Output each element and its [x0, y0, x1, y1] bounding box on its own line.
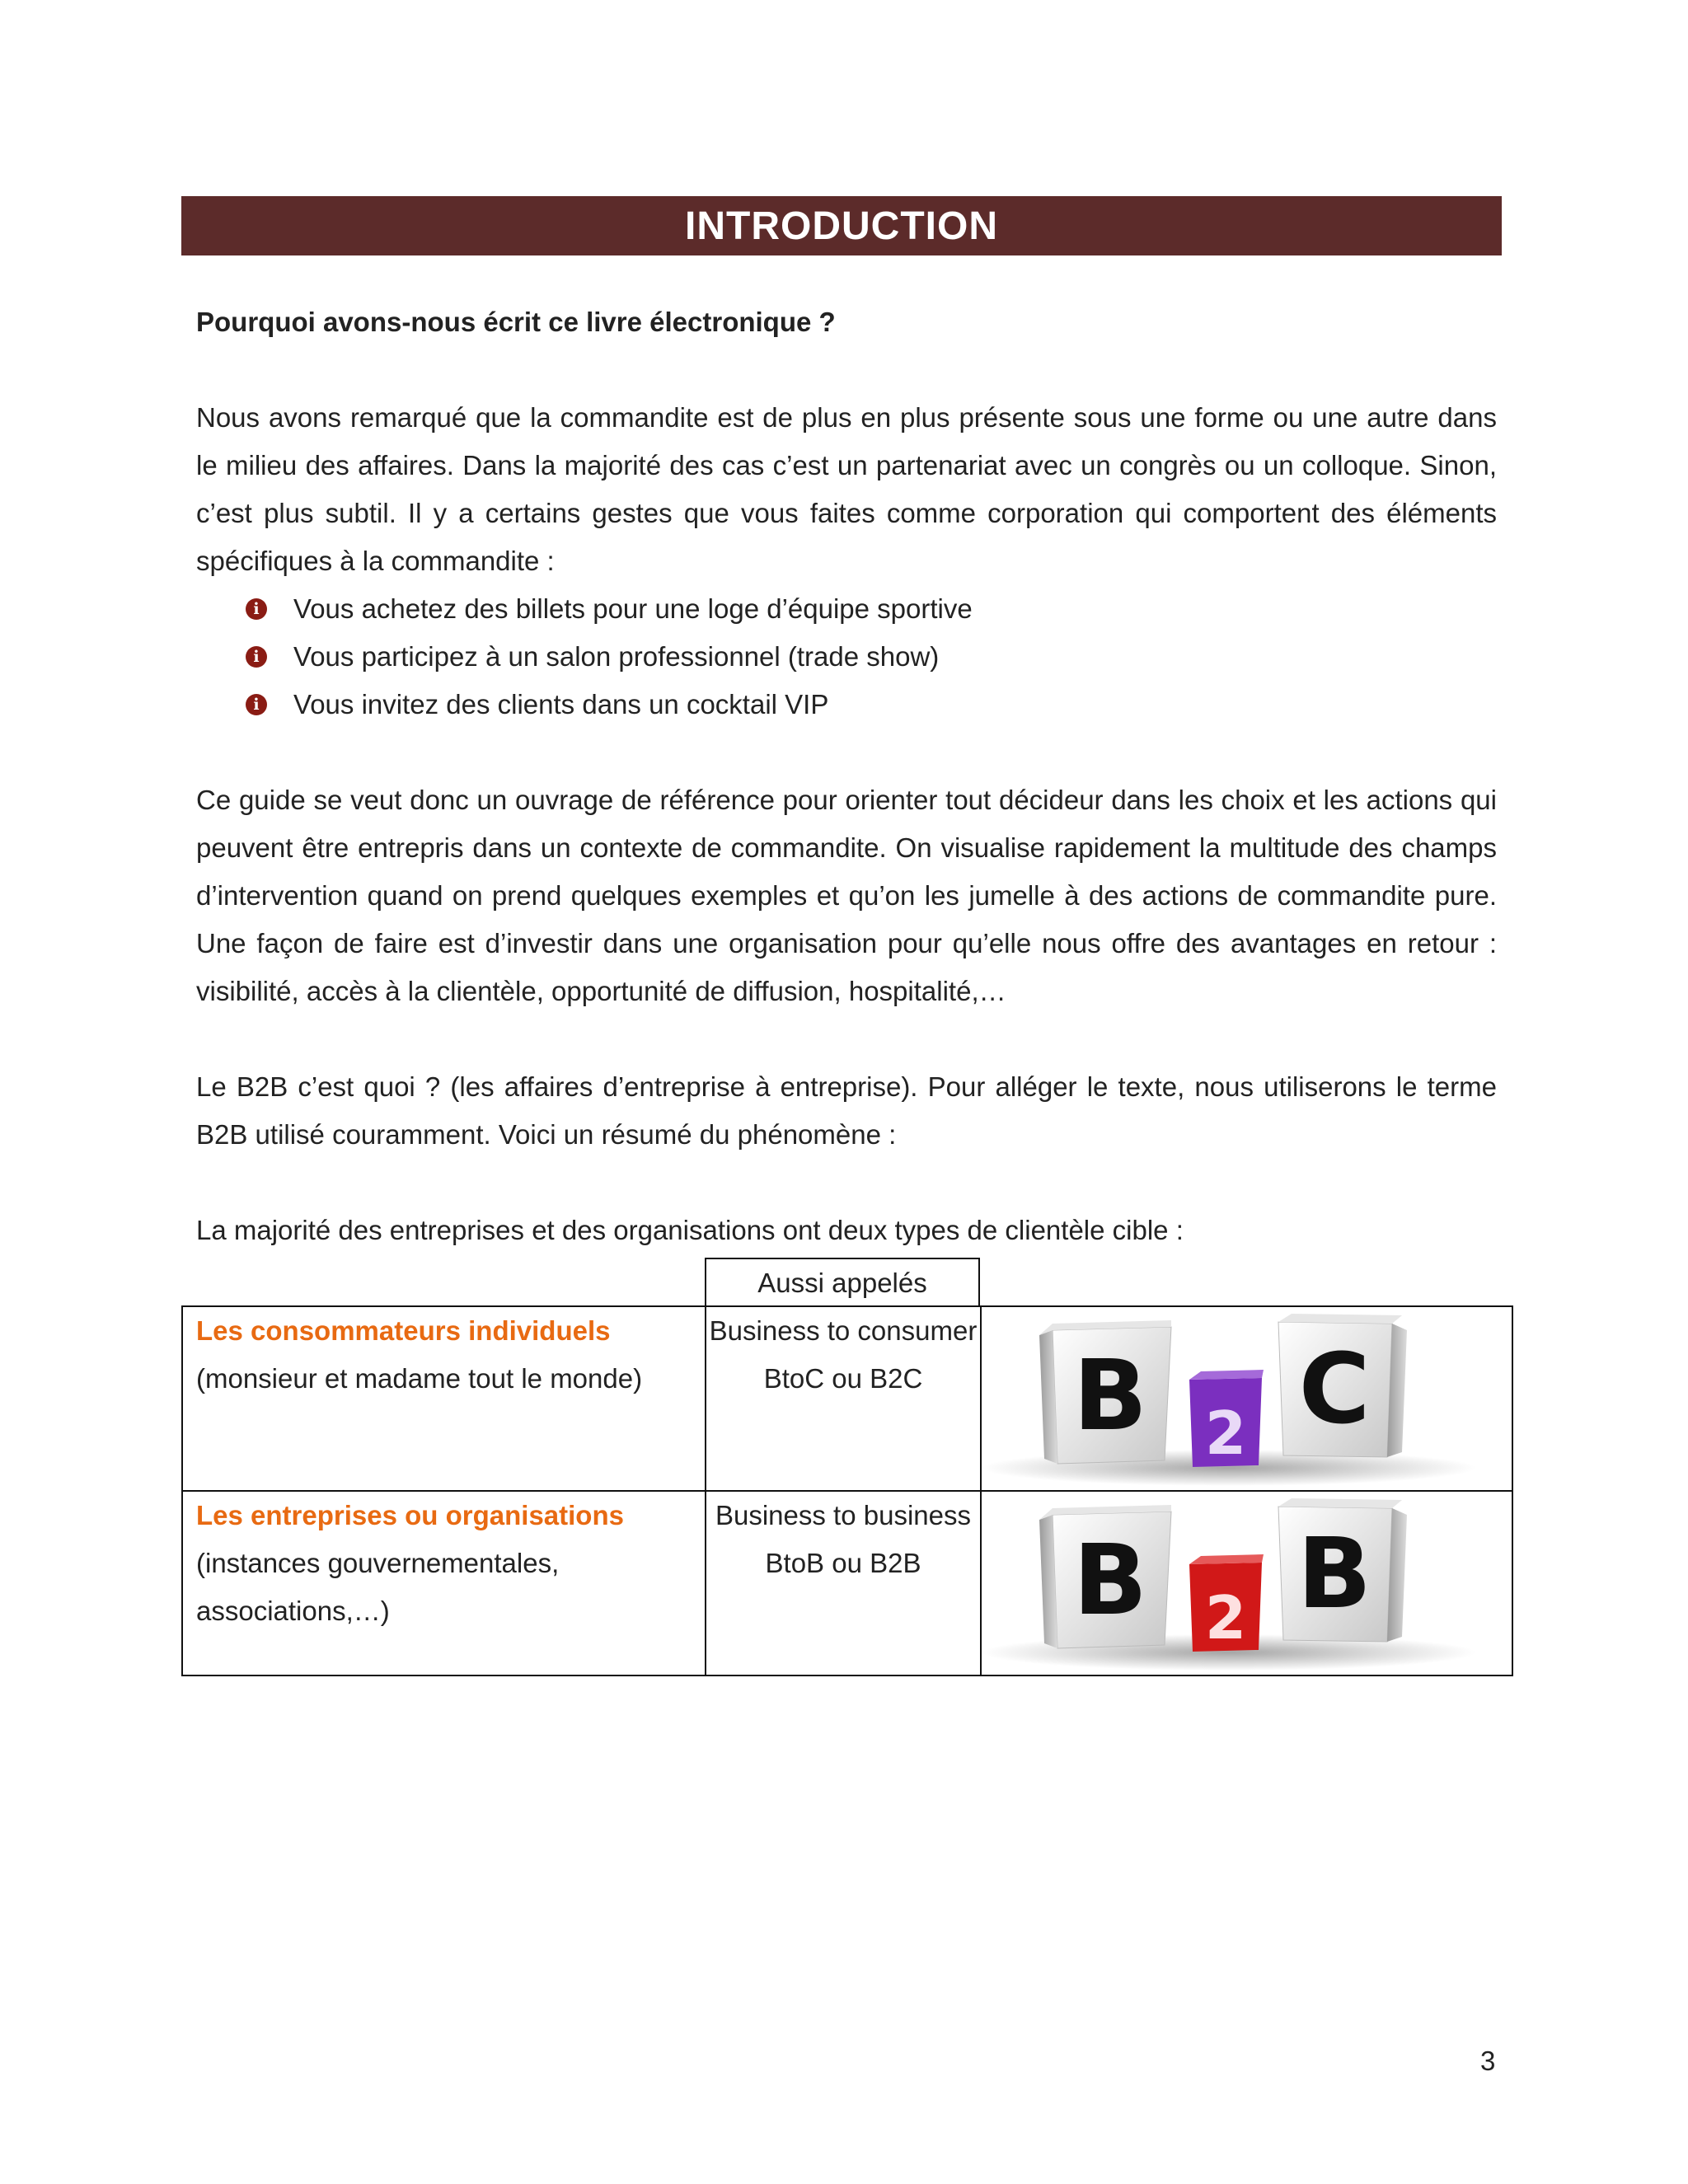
alias-line: BtoB ou B2B: [765, 1548, 921, 1578]
info-circle-icon: i: [246, 646, 267, 668]
list-item-text: Vous participez à un salon professionnel (trade show): [293, 641, 940, 672]
dice-number-middle: 2: [1204, 1399, 1247, 1468]
info-circle-icon: i: [246, 694, 267, 715]
table-cell-type: [183, 1307, 706, 1490]
paragraph-clienteles: La majorité des entreprises et des organisations ont deux types de clientèle cible :: [196, 1215, 1184, 1245]
dice-letter-left: B: [1073, 1338, 1147, 1452]
row-description: (instances gouvernementales, associations,…): [196, 1548, 560, 1626]
dice-letter-left: B: [1073, 1523, 1147, 1637]
row-description: (monsieur et madame tout le monde): [196, 1363, 643, 1394]
list-item-text: Vous achetez des billets pour une loge d’équipe sportive: [293, 593, 973, 624]
table-cell-alias: [706, 1492, 982, 1675]
alias-line: Business to business: [715, 1500, 971, 1530]
section-banner: [181, 196, 1502, 255]
dice-number-middle: 2: [1204, 1583, 1247, 1652]
list-item: [246, 681, 1497, 729]
page-number: 3: [1480, 2046, 1496, 2076]
row-title: Les consommateurs individuels: [196, 1315, 611, 1346]
paragraph-intro: Nous avons remarqué que la commandite est de plus en plus présente sous une forme ou une autre dans le milieu des affaires. Dans la majorité des cas c’est un partenariat avec un congrès ou un colloque. Sinon, c’est plus subtil. Il y a certains gestes que vous faites comme corporation qui comportent des éléments spécifiques à la commandite :: [196, 402, 1497, 576]
banner-title: INTRODUCTION: [685, 204, 998, 248]
table-header-cell: Aussi appelés: [705, 1258, 980, 1307]
paragraph-guide: Ce guide se veut donc un ouvrage de référence pour orienter tout décideur dans les choix et les actions qui peuvent être entrepris dans un contexte de commandite. On visualise rapidement la multitude des champs d’intervention quand on prend quelques exemples et qu’on les jumelle à des actions de commandite pure. Une façon de faire est d’investir dans une organisation pour qu’elle nous offre des avantages en retour : visibilité, accès à la clientèle, opportunité de diffusion, hospitalité,…: [196, 785, 1497, 1006]
bullet-list: [196, 585, 1497, 729]
table-row: [181, 1305, 1513, 1492]
alias-line: Business to consumer: [709, 1315, 978, 1346]
row-title: Les entreprises ou organisations: [196, 1500, 624, 1530]
table-cell-alias: [706, 1307, 982, 1490]
table-cell-type: [183, 1492, 706, 1675]
subheading: Pourquoi avons-nous écrit ce livre électronique ?: [196, 307, 836, 337]
b2c-dice-illustration: [982, 1307, 1513, 1490]
b2b-dice-illustration: [982, 1492, 1513, 1675]
table-row: [181, 1490, 1513, 1676]
main-content: [196, 298, 1497, 1302]
alias-line: BtoC ou B2C: [763, 1363, 923, 1394]
paragraph-b2b: Le B2B c’est quoi ? (les affaires d’entreprise à entreprise). Pour alléger le texte, nous utiliserons le terme B2B utilisé couramment. Voici un résumé du phénomène :: [196, 1071, 1497, 1150]
dice-image-b2c: [982, 1307, 1513, 1490]
list-item: [246, 633, 1497, 681]
dice-letter-right: B: [1297, 1516, 1372, 1630]
list-item-text: Vous invitez des clients dans un cocktail VIP: [293, 689, 829, 719]
dice-image-b2b: [982, 1492, 1513, 1675]
info-circle-icon: i: [246, 598, 267, 620]
list-item: [246, 585, 1497, 633]
dice-letter-right: C: [1298, 1332, 1371, 1446]
